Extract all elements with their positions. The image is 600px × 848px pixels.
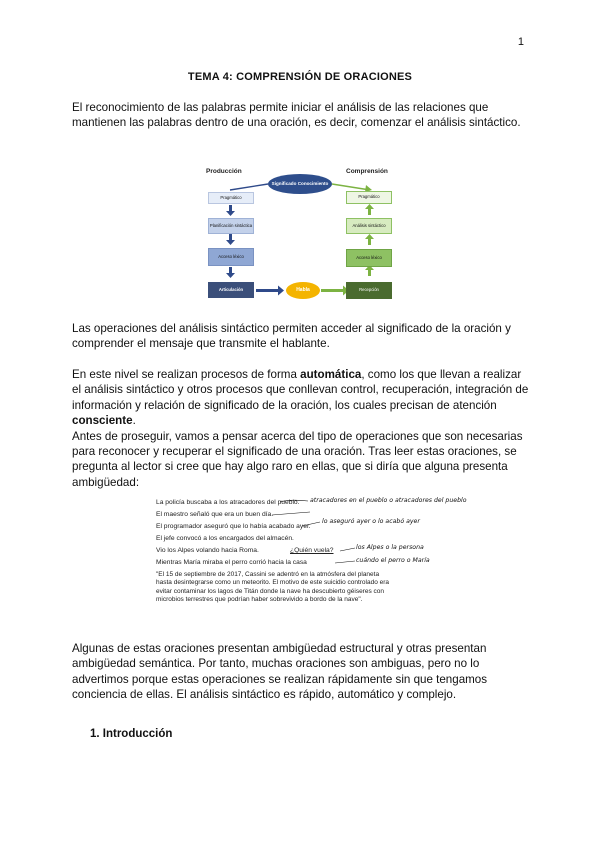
diagram-right-box-1: Pragmático bbox=[346, 191, 392, 204]
intro-paragraph: El reconocimiento de las palabras permite iniciar el análisis de las relaciones que mantienen las palabras dentro de una oración, es decir, comenzar el análisis sintáctico. bbox=[72, 101, 521, 130]
diagram-left-box-2: Planificación sintáctica bbox=[208, 218, 254, 234]
example-sentence-1: La policía buscaba a los atracadores del pueblo. bbox=[156, 499, 300, 506]
diagram-right-header: Comprensión bbox=[346, 168, 388, 175]
diagram-left-box-1: Pragmático bbox=[208, 192, 254, 204]
diagram-habla-ellipse: Habla bbox=[286, 282, 320, 299]
bold-automatica: automática bbox=[300, 368, 362, 381]
example-sentence-5: Vio los Alpes volando hacia Roma. bbox=[156, 547, 259, 554]
example-sentence-2: El maestro señaló que era un buen día. bbox=[156, 511, 274, 518]
cassini-quote: "El 15 de septiembre de 2017, Cassini se adentró en la atmósfera del planeta hasta desintegrarse como un meteorito. El motivo de este suicidio controlado era evitar contaminar los lagos de Titán donde la nave ha descubierto géiseres con microbios terrestres que podrían haber sobrevivido a bordo de la nave". bbox=[156, 571, 390, 603]
diagram-right-box-3: Acceso léxico bbox=[346, 249, 392, 267]
section-heading-introduccion: 1. Introducción bbox=[90, 728, 173, 740]
bold-consciente: consciente bbox=[72, 414, 133, 428]
production-comprehension-diagram bbox=[200, 163, 400, 308]
handwritten-note-2: lo aseguró ayer o lo acabó ayer bbox=[322, 518, 420, 525]
diagram-right-box-4: Recepción bbox=[346, 282, 392, 299]
paragraph-3: En este nivel se realizan procesos de forma automática, como los que llevan a realizar el análisis sintáctico y otros procesos que conllevan control, recuperación, integración de información y relación de significado de la oración, los cuales precisan de atención consciente. Antes de proseguir, vamos a pensar acerca del tipo de operaciones que son necesarias para reconocer y recuperar el significado de una oración. Tras leer estas oraciones, se pregunta al lector si cree que hay algo raro en ellas, que si diría que alguna presenta ambigüedad: bbox=[72, 368, 529, 489]
paragraph-2: Las operaciones del análisis sintáctico permiten acceder al significado de la oración y comprender el mensaje que transmite el hablante. bbox=[72, 322, 511, 351]
handwritten-note-1: atracadores en el pueblo o atracadores del pueblo bbox=[310, 497, 467, 504]
example-sentences-image bbox=[150, 495, 470, 605]
example-sentence-6: Mientras María miraba el perro corrió hacia la casa bbox=[156, 559, 307, 566]
paragraph-3-continuation: Antes de proseguir, vamos a pensar acerca del tipo de operaciones que son necesarias para reconocer y recuperar el significado de una oración. Tras leer estas oraciones, se pregunta al lector si cree que hay algo raro en ellas, que si diría que alguna presenta ambigüedad: bbox=[72, 429, 523, 489]
example-sentence-4: El jefe convocó a los encargados del almacén. bbox=[156, 535, 294, 542]
page-title: TEMA 4: COMPRENSIÓN DE ORACIONES bbox=[187, 71, 413, 83]
diagram-right-box-2: Análisis sintáctico bbox=[346, 218, 392, 234]
page-number: 1 bbox=[517, 36, 524, 48]
diagram-left-box-4: Articulación bbox=[208, 282, 254, 298]
handwritten-note-3: los Alpes o la persona bbox=[356, 544, 424, 551]
diagram-center-ellipse: Significado Conocimiento bbox=[268, 174, 332, 194]
diagram-left-header: Producción bbox=[206, 168, 242, 175]
example-sentence-3: El programador aseguró que lo había acabado ayer. bbox=[156, 523, 311, 530]
example-question: ¿Quién vuela? bbox=[290, 547, 334, 554]
handwritten-note-4: cuándo el perro o María bbox=[356, 557, 430, 564]
paragraph-4: Algunas de estas oraciones presentan ambigüedad estructural y otras presentan ambigüedad semántica. Por tanto, muchas oraciones son ambiguas, pero no lo advertimos porque estas operaciones se realizan rápidamente sin que tengamos conciencia de ellas. El análisis sintáctico es rápido, automático y complejo. bbox=[72, 642, 488, 702]
diagram-left-box-3: Acceso léxico bbox=[208, 248, 254, 266]
